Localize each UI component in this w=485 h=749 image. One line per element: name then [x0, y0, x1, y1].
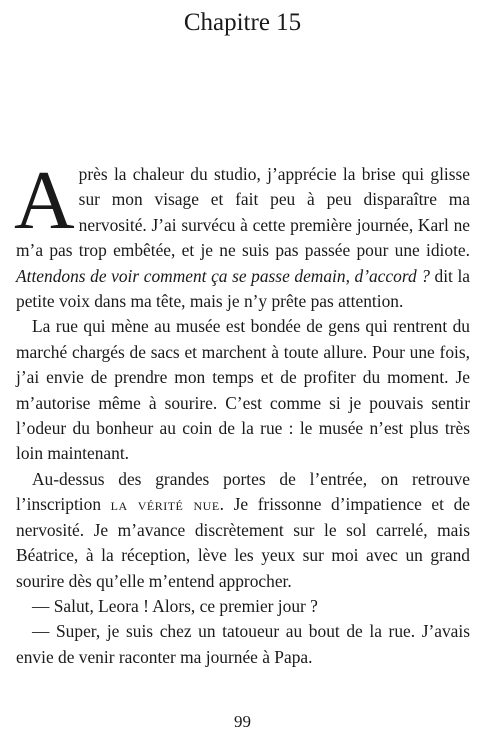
chapter-title: Chapitre 15	[183, 9, 302, 36]
page-number: 99	[234, 712, 251, 731]
dialogue-line-2: — Super, je suis chez un tatoueur au bout de la rue. J’avais envie de venir raconter ma journée à Papa.	[16, 621, 470, 667]
paragraph-1	[14, 154, 470, 314]
paragraph-3	[16, 467, 470, 594]
paragraph-3-text-b: . Je frissonne d’impatience et de nervosité. Je m’avance discrètement sur le sol carrelé, mais Béatrice, à la réception, lève les yeux sur moi avec un grand sourire dès qu’elle m’entend approcher.	[16, 494, 471, 591]
paragraph-3-text-a: Au-dessus des grandes portes de l’entrée, on retrouve l’inscription	[16, 468, 470, 515]
paragraph-1-text-a: près la chaleur du studio, j’apprécie la brise qui glisse sur mon visage et fait peu à peu disparaître ma nervosité. J’ai survécu à cette première journée, Karl ne m’a pas trop embêtée, et je ne suis pas passée pour une idiote.	[16, 164, 470, 261]
paragraph-2: La rue qui mène au musée est bondée de gens qui rentrent du marché chargés de sacs et marchent à toute allure. Pour une fois, j’ai envie de prendre mon temps et de profiter du moment. Je m’autorise même à sourire. C’est comme si je pouvais sentir l’odeur du bonheur au coin de la rue : le musée n’est plus très loin maintenant.	[16, 316, 470, 464]
inscription-small-caps: la vérité nue	[110, 494, 220, 515]
paragraph-1-text-b: dit la petite voix dans ma tête, mais je n’y prête pas attention.	[16, 265, 470, 312]
inner-voice-italic: Attendons de voir comment ça se passe demain, d’accord ?	[16, 265, 430, 286]
drop-cap: A	[14, 154, 75, 247]
dialogue-line-1: — Salut, Leora ! Alors, ce premier jour ?	[32, 595, 318, 616]
body-text	[14, 154, 471, 670]
